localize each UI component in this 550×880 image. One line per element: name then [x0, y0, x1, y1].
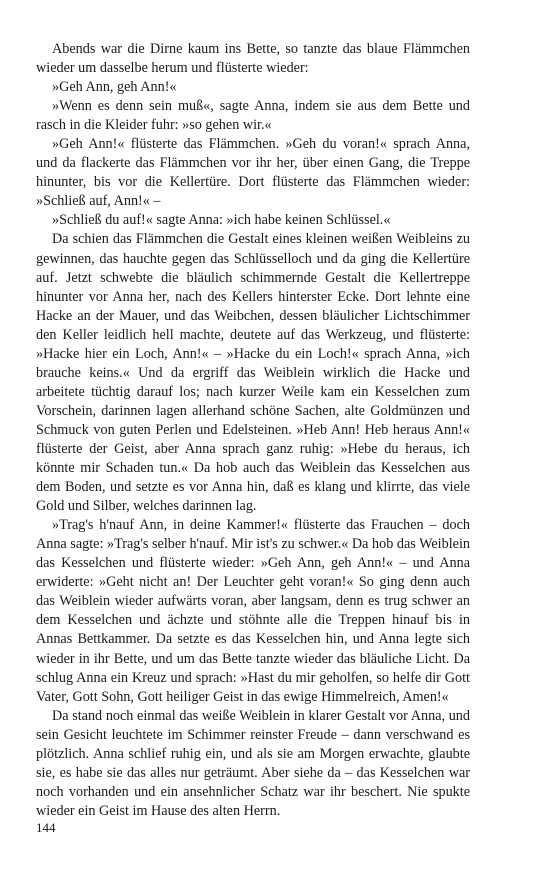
paragraph-8: Da stand noch einmal das weiße Weiblein in klarer Gestalt vor Anna, und sein Gesicht leuchtete im Schimmer reinster Freude – dann verschwand es plötzlich. Anna schlief ruhig ein, und als sie am Morgen erwachte, glaubte sie, es habe sie das alles nur geträumt. Aber siehe da – das Kesselchen war noch vorhanden und ein ansehnlicher Schatz war ihr beschert. Nie spukte wieder ein Geist im Hause des alten Herrn. — [36, 707, 470, 819]
paragraph-4: »Geh Ann!« flüsterte das Flämmchen. »Geh du voran!« sprach Anna, und da flackerte das Flämmchen vor ihr her, über einen Gang, die Treppe hinunter, bis vor die Kellertüre. Dort flüsterte das Flämmchen wieder: »Schließ auf, Ann!« – — [36, 136, 470, 210]
paragraph-5: »Schließ du auf!« sagte Anna: »ich habe keinen Schlüssel.« — [52, 212, 391, 229]
paragraph-3: »Wenn es denn sein muß«, sagte Anna, indem sie aus dem Bette und rasch in die Kleider fuhr: »so gehen wir.« — [36, 98, 470, 134]
paragraph-6: Da schien das Flämmchen die Gestalt eines kleinen weißen Weibleins zu gewinnen, das hauchte gegen das Schlüsselloch und da ging die Kellertüre auf. Jetzt schwebte die bläulich schimmernde Gestalt die Kellertreppe hinunter vor Anna her, nach des Kellers hinterster Ecke. Dort lehnte eine Hacke an der Mauer, und das Weibchen, dessen bläulicher Lichtschimmer den Keller leidlich hell machte, deutete auf das Werkzeug, und flüsterte: »Hacke hier ein Loch, Ann!« – »Hacke du ein Loch!« sprach Anna, »ich brauche keins.« Und da ergriff das Weiblein wirklich die Hacke und arbeitete tüchtig darauf los; nach kurzer Weile kam ein Kesselchen zum Vorschein, darinnen lagen allerhand schöne Sachen, alte Goldmünzen und Schmuck von guten Perlen und Edelsteinen. »Heb Ann! Heb heraus Ann!« flüsterte der Geist, aber Anna sprach ganz ruhig: »Hebe du heraus, ich könnte mir Schaden tun.« Da hob auch das Weiblein das Kesselchen aus dem Boden, und setzte es vor Anna hin, daß es klang und klirrte, das viele Gold und Silber, welches darinnen lag. — [36, 231, 470, 515]
page-number: 144 — [36, 820, 56, 835]
text-block — [36, 40, 470, 821]
paragraph-2: »Geh Ann, geh Ann!« — [52, 79, 177, 96]
paragraph-1: Abends war die Dirne kaum ins Bette, so tanzte das blaue Flämmchen wieder um dasselbe herum und flüsterte wieder: — [36, 41, 470, 77]
paragraph-7: »Trag's h'nauf Ann, in deine Kammer!« flüsterte das Frauchen – doch Anna sagte: »Trag's selber h'nauf. Mir ist's zu schwer.« Da hob das Weiblein das Kesselchen und flüsterte wieder: »Geh Ann, geh Ann!« – und Anna erwiderte: »Geht nicht an! Der Leuchter geht voran!« So ging denn auch das Weiblein wieder aufwärts voran, aber langsam, denn es trug schwer an dem Kesselchen und ächzte und stöhnte alle die Treppen hinauf bis in Annas Bettkammer. Da setzte es das Kesselchen hin, und Anna legte sich wieder in ihr Bette, und um das Bette tanzte wieder das bläuliche Licht. Da schlug Anna ein Kreuz und sprach: »Hast du mir geholfen, so helfe dir Gott Vater, Gott Sohn, Gott heiliger Geist in das ewige Himmelreich, Amen!« — [36, 517, 470, 705]
